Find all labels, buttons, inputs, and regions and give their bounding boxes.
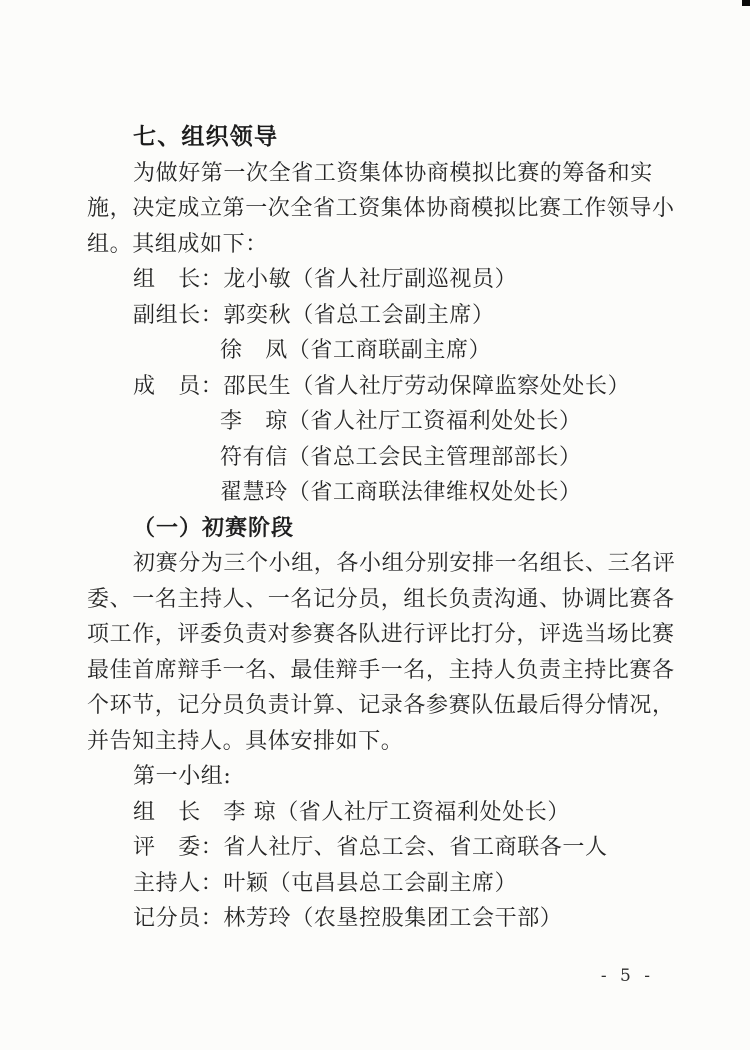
group1-judges: 评 委：省人社厅、省总工会、省工商联各一人	[133, 835, 608, 860]
scan-artifact-corner-mark	[742, 0, 750, 6]
intro-line: 施，决定成立第一次全省工资集体协商模拟比赛工作领导小	[87, 196, 675, 221]
roster-line-member: 符有信（省总工会民主管理部部长）	[220, 444, 582, 470]
roster-line-deputy2: 徐 凤（省工商联副主席）	[220, 338, 492, 363]
intro-line: 为做好第一次全省工资集体协商模拟比赛的筹备和实	[133, 160, 653, 186]
roster-line-deputy: 副组长：郭奕秋（省总工会副主席）	[133, 302, 495, 328]
roster-line-member: 成 员：邵民生（省人社厅劳动保障监察处处长）	[133, 373, 631, 399]
paragraph-line: 初赛分为三个小组，各小组分别安排一名组长、三名评	[133, 551, 676, 576]
section-heading: 七、组织领导	[133, 124, 279, 150]
paragraph-line: 个环节，记分员负责计算、记录各参赛队伍最后得分情况，	[87, 693, 675, 718]
paragraph-line: 并告知主持人。具体安排如下。	[87, 728, 404, 754]
roster-line-member: 李 琼（省人社厅工资福利处处长）	[220, 409, 582, 434]
page-number: - 5 -	[600, 966, 654, 986]
group1-scorekeeper: 记分员：林芳玲（农垦控股集团工会干部）	[133, 906, 563, 931]
intro-line: 组。其组成如下：	[87, 231, 268, 257]
roster-line-leader: 组 长：龙小敏（省人社厅副巡视员）	[133, 267, 518, 292]
paragraph-line: 委、一名主持人、一名记分员，组长负责沟通、协调比赛各	[87, 586, 675, 612]
document-body	[87, 120, 677, 937]
paragraph-line: 项工作，评委负责对参赛各队进行评比打分，评选当场比赛	[87, 622, 675, 647]
group1-title: 第一小组:	[133, 764, 232, 789]
group1-leader: 组 长 李 琼（省人社厅工资福利处处长）	[133, 799, 570, 825]
paragraph-line: 最佳首席辩手一名、最佳辩手一名，主持人负责主持比赛各	[87, 657, 675, 683]
group1-host: 主持人：叶颖（屯昌县总工会副主席）	[133, 870, 518, 896]
roster-line-member: 翟慧玲（省工商联法律维权处处长）	[220, 480, 582, 505]
subsection-heading: （一）初赛阶段	[133, 514, 295, 541]
